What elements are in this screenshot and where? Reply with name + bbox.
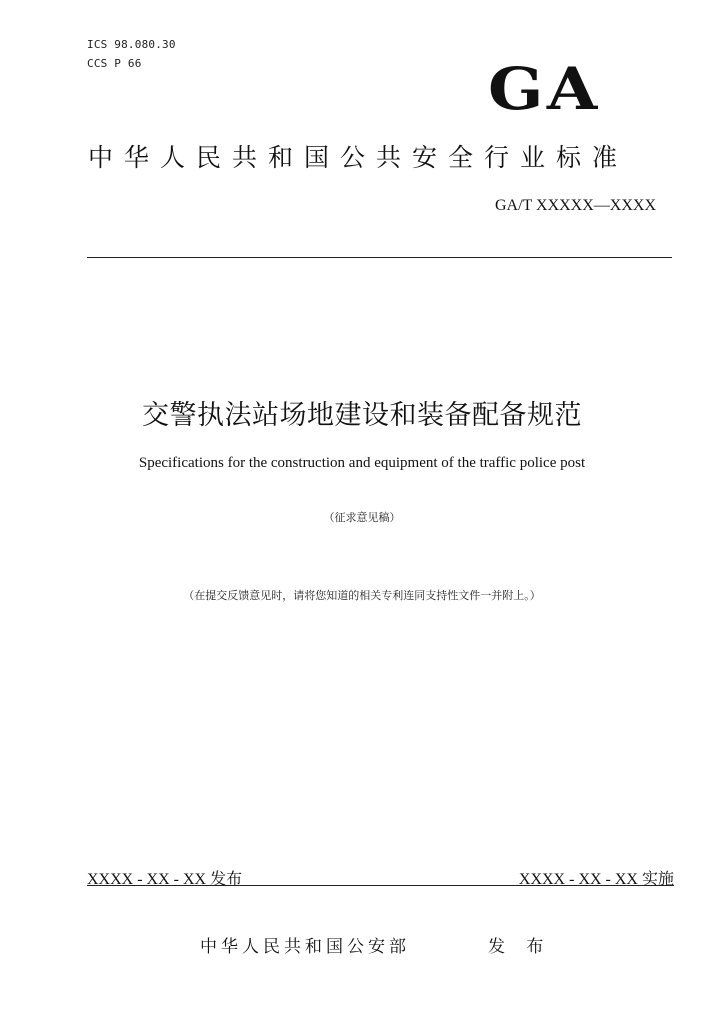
draft-status-note: （征求意见稿） bbox=[323, 511, 401, 524]
publisher-name: 中华人民共和国公安部 bbox=[200, 937, 410, 957]
patent-feedback-note: （在提交反馈意见时，请将您知道的相关专利连同支持性文件一并附上。） bbox=[183, 589, 541, 602]
ga-logo: GA bbox=[488, 55, 601, 123]
document-title-english: Specifications for the construction and equipment of the traffic police post bbox=[138, 455, 586, 471]
standard-number: GA/T XXXXX—XXXX bbox=[494, 197, 656, 214]
ics-code: ICS 98.080.30 bbox=[87, 38, 176, 51]
standard-category-title: 中华人民共和国公共安全行业标准 bbox=[88, 143, 629, 172]
footer-divider bbox=[87, 885, 674, 886]
header-divider bbox=[87, 257, 672, 258]
publish-label: 发 布 bbox=[488, 937, 552, 957]
ccs-code: CCS P 66 bbox=[87, 57, 142, 70]
issue-date: XXXX - XX - XX 发布 bbox=[87, 871, 243, 888]
document-title-chinese: 交警执法站场地建设和装备配备规范 bbox=[142, 400, 582, 431]
implementation-date: XXXX - XX - XX 实施 bbox=[518, 871, 674, 888]
